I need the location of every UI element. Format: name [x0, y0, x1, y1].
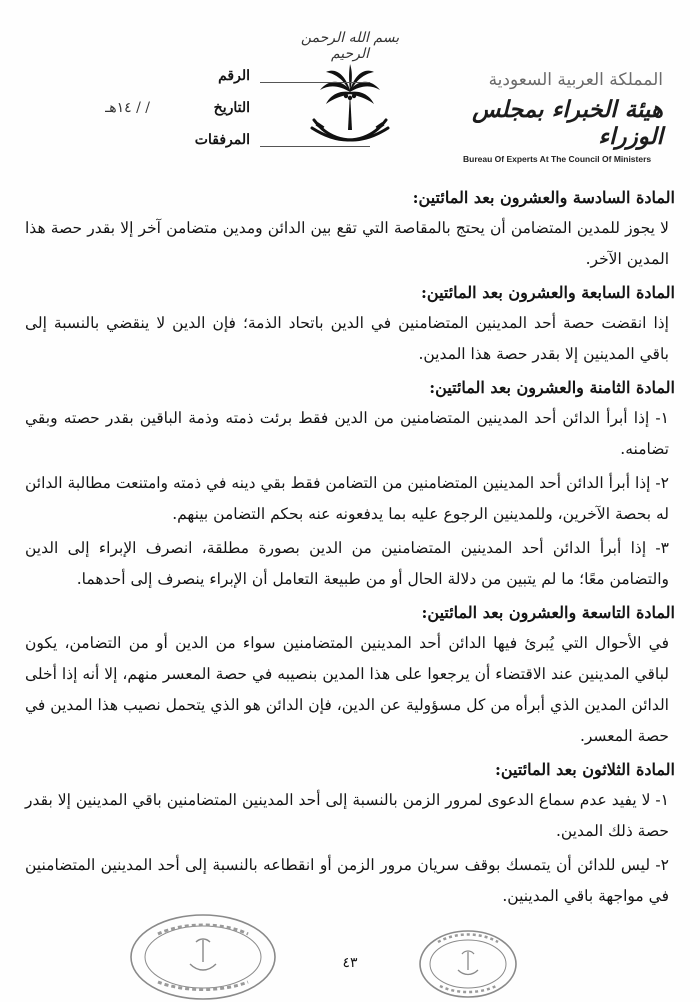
- reference-number-row: [150, 68, 250, 100]
- reference-attachments-line: [260, 146, 370, 147]
- article-clause: ٢- إذا أبرأ الدائن أحد المدينين المتضامنين من التضامن فقط بقي دينه في ذمته وامتنعت مطالبة الدائن له بحصة الآخرين، وللمدينين الرجوع عليه بما يدفعونه عنه بحكم التضامن بينهم.: [25, 474, 669, 523]
- organization-logo: [463, 70, 663, 164]
- article-paragraph: في الأحوال التي يُبرئ فيها الدائن أحد المدينين المتضامنين سواء من الدين أو من التضامن، يكون لباقي المدينين عند الاقتضاء أن يرجعوا على هذا المدين بنصيبه في حصة المعسر منهم، إلا أنه إذا أخلى الدائن المدين الذي أبرأه من كل مسؤولية عن الدين، فإن الدائن هو الذي يتحمل نصيب هذا المدين في حصة المعسر.: [25, 634, 669, 745]
- basmala-calligraphy: بسم الله الرحمن الرحيم: [300, 30, 400, 62]
- letterhead: [0, 0, 700, 165]
- reference-attachments-row: [150, 132, 250, 164]
- reference-date-value: / / ١٤هـ: [105, 100, 150, 116]
- article-clause: ١- لا يفيد عدم سماع الدعوى لمرور الزمن بالنسبة إلى أحد المدينين المتضامنين باقي المدينين إلا بقدر حصة ذلك المدين.: [25, 791, 669, 840]
- article-heading: المادة التاسعة والعشرون بعد المائتين:: [421, 603, 675, 622]
- reference-block: [150, 68, 250, 164]
- article-clause: ٢- ليس للدائن أن يتمسك بوقف سريان مرور الزمن أو انقطاعه بالنسبة إلى أحد المدينين المتضامنين في مواجهة باقي المدينين.: [25, 856, 669, 905]
- organization-name-en: Bureau Of Experts At The Council Of Ministers: [463, 154, 652, 164]
- article-paragraph: لا يجوز للمدين المتضامن أن يحتج بالمقاصة التي تقع بين الدائن ومدين متضامن آخر إلا بقدر حصة هذا المدين الآخر.: [25, 219, 669, 268]
- article-paragraph: إذا انقضت حصة أحد المدينين المتضامنين في الدين باتحاد الذمة؛ فإن الدين لا ينقضي بالنسبة إلى باقي المدينين إلا بقدر حصة هذا المدين.: [25, 314, 669, 363]
- reference-date-label: التاريخ: [213, 100, 250, 116]
- article-clause: ٣- إذا أبرأ الدائن أحد المدينين المتضامنين من الدين بصورة مطلقة، انصرف الإبراء إلى الدين والتضامن معًا؛ ما لم يتبين من دلالة الحال أو من طبيعة التعامل أن الإبراء ينصرف إلى أحدهما.: [25, 539, 669, 588]
- reference-date-row: [150, 100, 250, 132]
- organization-name-ar: هيئة الخبراء بمجلس الوزراء: [472, 96, 663, 150]
- organization-country: المملكة العربية السعودية: [488, 70, 663, 90]
- reference-number-line: [260, 82, 370, 83]
- secretariat-seal-stamp-icon: [418, 928, 518, 1000]
- article-heading: المادة الثامنة والعشرون بعد المائتين:: [429, 378, 675, 397]
- reference-attachments-label: المرفقات: [194, 132, 250, 148]
- article-heading: المادة الثلاثون بعد المائتين:: [494, 760, 675, 779]
- article-heading: المادة السادسة والعشرون بعد المائتين:: [412, 188, 675, 207]
- official-seal-stamp-icon: [128, 912, 278, 1002]
- saudi-emblem-icon: [300, 62, 400, 152]
- document-body: [25, 183, 675, 915]
- page-number: ٤٣: [342, 955, 358, 971]
- article-clause: ١- إذا أبرأ الدائن أحد المدينين المتضامنين من الدين فقط برئت ذمته وذمة الباقين بقدر حصته وبقي تضامنه.: [25, 409, 669, 458]
- reference-number-label: الرقم: [218, 68, 250, 84]
- article-heading: المادة السابعة والعشرون بعد المائتين:: [420, 283, 675, 302]
